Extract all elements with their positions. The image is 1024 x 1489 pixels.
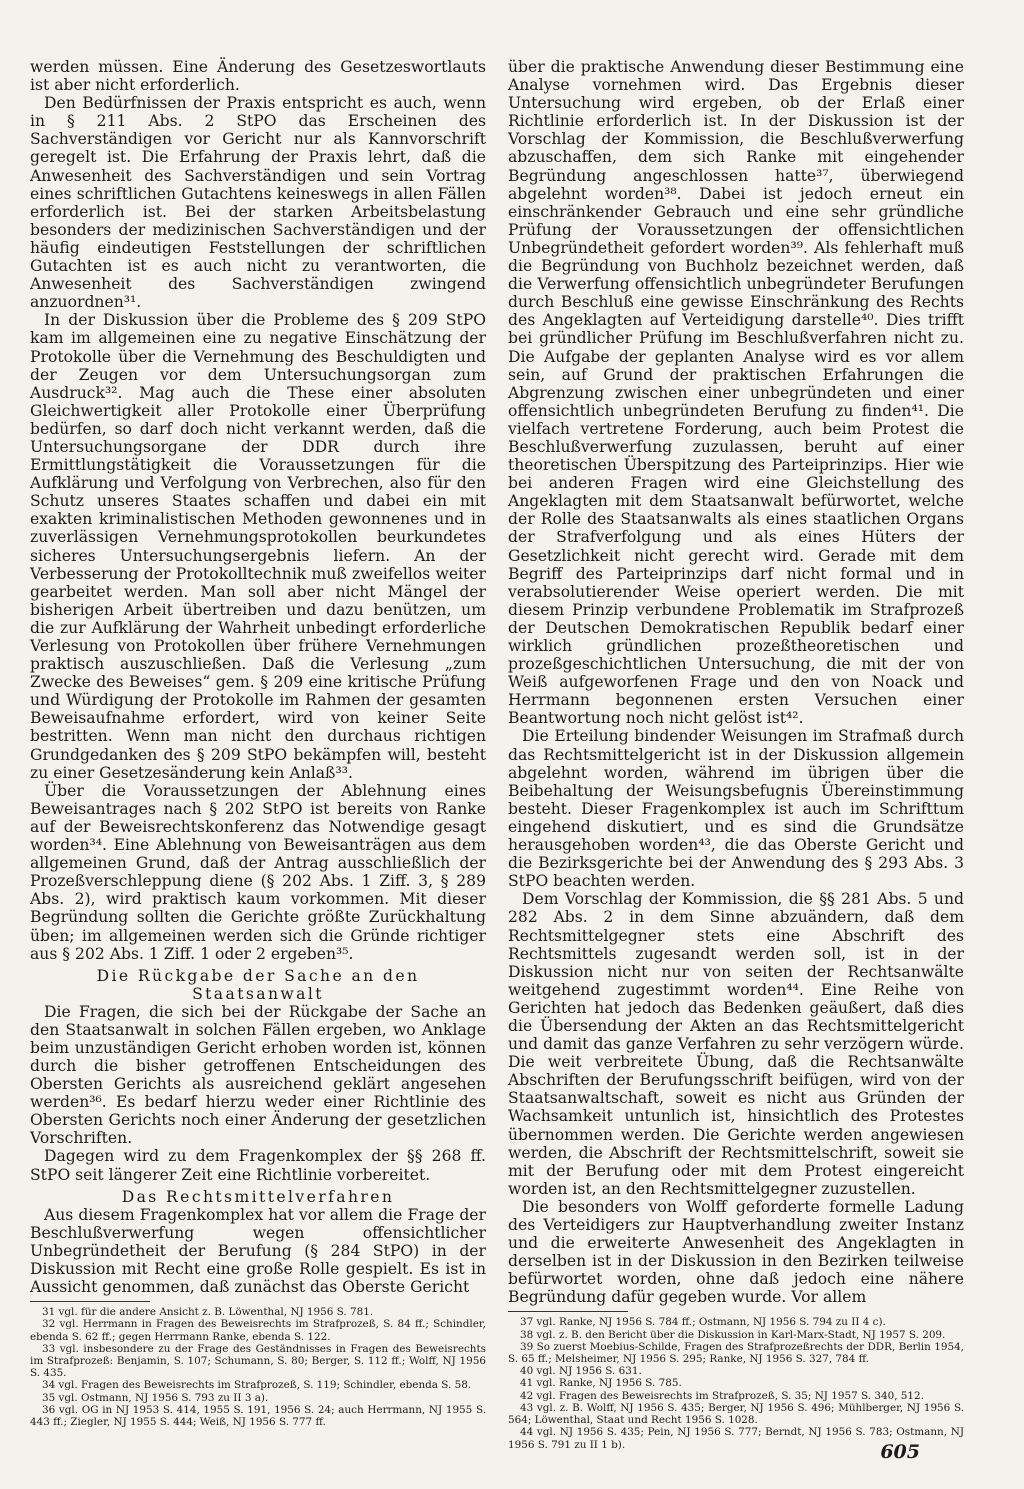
paragraph: Den Bedürfnissen der Praxis entspricht es auch, wenn in § 211 Abs. 2 StPO das Erscheinen des Sachverständigen vor Gericht nur als Kannvorschrift geregelt ist. Die Erfahrung der Praxis lehrt, daß die Anwesenheit des Sachverständigen und sein Vortrag eines schriftlichen Gutachtens keineswegs in allen Fällen erforderlich ist. Bei der starken Arbeitsbelastung besonders der medizinischen Sachverständigen und der häufig eindeutigen Feststellungen der schriftlichen Gutachten ist es auch nicht zu verantworten, die Anwesenheit des Sachverständigen zwingend anzuordnen³¹. xyxy=(30,94,486,312)
footnote: 32 vgl. Herrmann in Fragen des Beweisrechts im Strafprozeß, S. 84 ff.; Schindler, ebenda S. 62 ff.; gegen Herrmann Ranke, ebenda S. 122. xyxy=(30,1318,486,1343)
footnote: 38 vgl. z. B. den Bericht über die Diskussion in Karl-Marx-Stadt, NJ 1957 S. 209. xyxy=(520,1328,946,1341)
footnote: 42 vgl. Fragen des Beweisrechts im Strafprozeß, S. 35; NJ 1957 S. 340, 512. xyxy=(520,1389,924,1402)
page-number: 605 xyxy=(880,1441,920,1463)
paragraph: Dem Vorschlag der Kommission, die §§ 281 Abs. 5 und 282 Abs. 2 in dem Sinne abzuändern, daß dem Rechtsmittelgegner stets eine Abschrift des Rechtsmittels zugesandt werden soll, ist in der Diskussion nicht nur von seiten der Rechtsanwälte weitgehend zugestimmt worden⁴⁴. Eine Reihe von Gerichten hat jedoch das Bedenken geäußert, daß dies die Übersendung der Akten an das Rechtsmittelgericht und damit das ganze Verfahren zu sehr verzögern würde. Die weit verbreitete Übung, daß die Rechtsanwälte Abschriften der Berufungsschrift beifügen, wird von der Staatsanwaltschaft, soweit es nicht aus Gründen der Wachsamkeit untunlich ist, hinsichtlich des Protestes übernommen werden. Die Gerichte werden angewiesen werden, die Abschrift der Rechtsmittelschrift, soweit sie mit der Berufung oder mit dem Protest eingereicht worden ist, an den Rechtsmittelgegner zuzustellen. xyxy=(508,890,964,1198)
footnote-divider xyxy=(30,1301,150,1302)
footnote: 39 So zuerst Moebius-Schilde, Fragen des Strafprozeßrechts der DDR, Berlin 1954, S. 65 ff.; Melsheimer, NJ 1956 S. 295; Ranke, NJ 1956 S. 327, 784 ff. xyxy=(508,1340,964,1366)
paragraph: Über die Voraussetzungen der Ablehnung eines Beweisantrages nach § 202 StPO ist bereits von Ranke auf der Beweisrechtskonferenz das Notwendige gesagt worden³⁴. Eine Ablehnung von Beweisanträgen aus dem allgemeinen Grund, daß der Antrag ausschließlich der Prozeßverschleppung diene (§ 202 Abs. 1 Ziff. 3, § 289 Abs. 2), wird praktisch kaum vorkommen. Mit dieser Begründung sollten die Gerichte größte Zurückhaltung üben; im allgemeinen werden sich die Gründe richtiger aus § 202 Abs. 1 Ziff. 1 oder 2 ergeben³⁵. xyxy=(30,781,486,963)
footnote: 43 vgl. z. B. Wolff, NJ 1956 S. 435; Berger, NJ 1956 S. 496; Mühlberger, NJ 1956 S. 564; Löwenthal, Staat und Recht 1956 S. 1028. xyxy=(508,1401,964,1427)
paragraph: Aus diesem Fragenkomplex hat vor allem die Frage der Beschlußverwerfung wegen offensichtlicher Unbegründetheit der Berufung (§ 284 StPO) in der Diskussion mit Recht eine große Rolle gespielt. Es ist in Aussicht genommen, daß zunächst das Oberste Gericht xyxy=(30,1205,486,1296)
paragraph: werden müssen. Eine Änderung des Gesetzeswortlauts ist aber nicht erforderlich. xyxy=(30,58,486,95)
paragraph: Die Erteilung bindender Weisungen im Strafmaß durch das Rechtsmittelgericht ist in der Diskussion allgemein abgelehnt worden, während im übrigen über die Beibehaltung der Weisungsbefugnis Übereinstimmung besteht. Dieser Fragenkomplex ist auch im Schrifttum eingehend diskutiert, und es sind die Grundsätze herausgehoben worden⁴³, die das Oberste Gericht und die Bezirksgerichte bei der Anwendung des § 293 Abs. 3 StPO beachten werden. xyxy=(508,727,964,891)
left-column xyxy=(30,58,486,1428)
footnote: 36 vgl. OG in NJ 1953 S. 414, 1955 S. 191, 1956 S. 24; auch Herrmann, NJ 1955 S. 443 ff.; Ziegler, NJ 1955 S. 444; Weiß, NJ 1956 S. 777 ff. xyxy=(30,1403,486,1428)
section-heading: Die Rückgabe der Sache an den Staatsanwalt xyxy=(96,966,420,1003)
paragraph: über die praktische Anwendung dieser Bestimmung eine Analyse vornehmen wird. Das Ergebnis dieser Untersuchung wird ergeben, ob der Erlaß einer Richtlinie erforderlich ist. In der Diskussion ist der Vorschlag der Kommission, die Beschlußverwerfung abzuschaffen, dem sich Ranke mit eingehender Begründung angeschlossen hatte³⁷, überwiegend abgelehnt worden³⁸. Dabei ist jedoch erneut ein einschränkender Gebrauch und eine sehr gründliche Prüfung der Voraussetzungen der offensichtlichen Unbegründetheit gefordert worden³⁹. Als fehlerhaft muß die Begründung von Buchholz bezeichnet werden, daß die Verwerfung offensichtlich unbegründeter Berufungen durch Beschluß eine gewisse Einschränkung des Rechts des Angeklagten auf Verteidigung darstelle⁴⁰. Dies trifft bei gründlicher Prüfung im Beschlußverfahren nicht zu. Die Aufgabe der geplanten Analyse wird es vor allem sein, auf Grund der praktischen Erfahrungen die Abgrenzung zwischen einer unbegründeten und einer offensichtlich unbegründeten Berufung zu finden⁴¹. Die vielfach vertretene Forderung, auch beim Protest die Beschlußverwerfung zuzulassen, beruht auf einer theoretischen Überspitzung des Parteiprinzips. Hier wie bei anderen Fragen wird eine Gleichstellung des Angeklagten mit dem Staatsanwalt befürwortet, welche der Rolle des Staatsanwalts als eines staatlichen Organs der Strafverfolgung und als eines Hüters der Gesetzlichkeit nicht gerecht wird. Gerade mit dem Begriff des Parteiprinzips darf nicht formal und in verabsolutierender Weise operiert werden. Die mit diesem Prinzip verbundene Problematik im Strafprozeß der Deutschen Demokratischen Republik bedarf einer wirklich gründlichen prozeßtheoretischen und prozeßgeschichtlichen Untersuchung, die mit der von Weiß aufgeworfenen Frage und den von Noack und Herrmann begonnenen ersten Versuchen einer Beantwortung noch nicht gelöst ist⁴². xyxy=(508,58,964,728)
footnote: 44 vgl. NJ 1956 S. 435; Pein, NJ 1956 S. 777; Berndt, NJ 1956 S. 783; Ostmann, NJ 1956 S. 791 zu II 1 b). xyxy=(508,1426,964,1451)
paragraph: Dagegen wird zu dem Fragenkomplex der §§ 268 ff. StPO seit längerer Zeit eine Richtlinie vorbereitet. xyxy=(30,1147,486,1184)
footnote: 41 vgl. Ranke, NJ 1956 S. 785. xyxy=(520,1377,682,1390)
footnote: 34 vgl. Fragen des Beweisrechts im Strafprozeß, S. 119; Schindler, ebenda S. 58. xyxy=(42,1379,472,1392)
left-column-body xyxy=(30,58,486,1296)
paragraph: Die besonders von Wolff geforderte formelle Ladung des Verteidigers zur Hauptverhandlung zweiter Instanz und die erweiterte Anwesenheit des Angeklagten in derselben ist in der Diskussion in den Bezirken teilweise befürwortet worden, ohne daß jedoch eine nähere Begründung dafür gegeben wurde. Vor allem xyxy=(508,1197,964,1307)
footnote-divider xyxy=(508,1311,628,1312)
footnote: 35 vgl. Ostmann, NJ 1956 S. 793 zu II 3 a). xyxy=(42,1391,269,1404)
right-column xyxy=(508,58,964,1451)
right-column-body xyxy=(508,58,964,1306)
paragraph: Die Fragen, die sich bei der Rückgabe der Sache an den Staatsanwalt in solchen Fällen ergeben, wo Anklage beim unzuständigen Gericht erhoben worden ist, können durch die bisher getroffenen Entscheidungen des Obersten Gerichts als ausreichend geklärt angesehen werden³⁶. Es bedarf hierzu weder einer Richtlinie des Obersten Gerichts noch einer Änderung der gesetzlichen Vorschriften. xyxy=(30,1002,486,1148)
footnote: 37 vgl. Ranke, NJ 1956 S. 784 ff.; Ostmann, NJ 1956 S. 794 zu II 4 c). xyxy=(520,1316,886,1329)
footnote: 40 vgl. NJ 1956 S. 631. xyxy=(520,1365,642,1378)
footnote: 33 vgl. insbesondere zu der Frage des Geständnisses in Fragen des Beweisrechts im Strafprozeß: Benjamin, S. 107; Schumann, S. 80; Berger, S. 112 ff.; Wolff, NJ 1956 S. 435. xyxy=(30,1342,486,1380)
right-footnotes xyxy=(508,1316,964,1450)
section-heading: Das Rechtsmittelverfahren xyxy=(121,1187,395,1206)
paragraph: In der Diskussion über die Probleme des § 209 StPO kam im allgemeinen eine zu negative Einschätzung der Protokolle über die Vernehmung des Beschuldigten und der Zeugen vor dem Untersuchungsorgan zum Ausdruck³². Mag auch die These einer absoluten Gleichwertigkeit aller Protokolle einer Überprüfung bedürfen, so darf doch nicht verkannt werden, daß die Untersuchungsorgane der DDR durch ihre Ermittlungstätigkeit die Voraussetzungen für die Aufklärung und Verfolgung von Verbrechen, also für den Schutz unseres Staates schaffen und dabei ein mit exakten kriminalistischen Methoden gewonnenes und in zuverlässigen Vernehmungsprotokollen beurkundetes sicheres Untersuchungsergebnis liefern. An der Verbesserung der Protokolltechnik muß zweifellos weiter gearbeitet werden. Man soll aber nicht Mängel der bisherigen Arbeit übertreiben und dazu benützen, um die zur Aufklärung der Wahrheit unbedingt erforderliche Verlesung von Protokollen über frühere Vernehmungen praktisch auszuschließen. Daß die Verlesung „zum Zwecke des Beweises“ gem. § 209 eine kritische Prüfung und Würdigung der Protokolle im Rahmen der gesamten Beweisaufnahme erfordert, wird von keiner Seite bestritten. Wenn man nicht den durchaus richtigen Grundgedanken des § 209 StPO bekämpfen will, besteht zu einer Gesetzesänderung kein Anlaß³³. xyxy=(30,311,486,782)
left-footnotes xyxy=(30,1306,486,1428)
footnote: 31 vgl. für die andere Ansicht z. B. Löwenthal, NJ 1956 S. 781. xyxy=(42,1306,374,1319)
